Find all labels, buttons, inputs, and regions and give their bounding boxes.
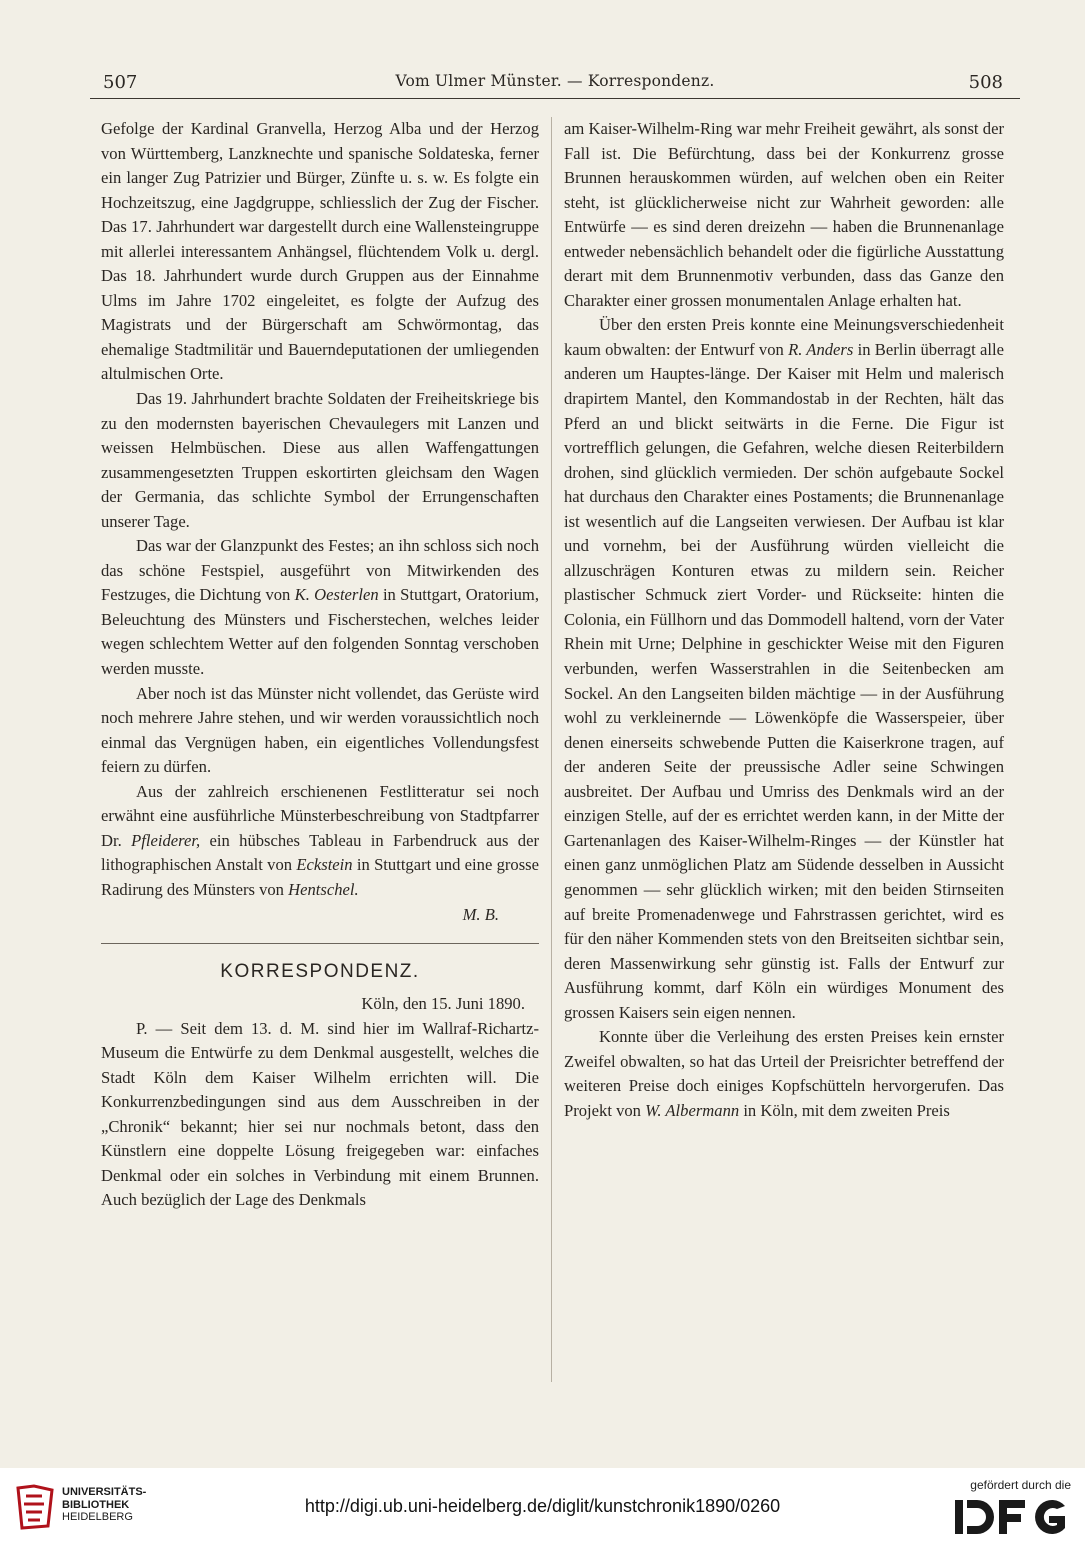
- paragraph: Konnte über die Verleihung des ersten Preises kein ernster Zweifel obwalten, so hat das Urteil der Preisrichter betreffend der weiteren Preise doch einiges Kopfschütteln hervorgerufen. Das Projekt von W. Albermann in Köln, mit dem zweiten Preis: [564, 1027, 1004, 1120]
- paragraph: Aus der zahlreich erschienenen Festlitteratur sei noch erwähnt eine ausführliche Münsterbeschreibung von Stadtpfarrer Dr. Pfleiderer, ein hübsches Tableau in Farbendruck aus der lithographischen Anstalt von Eckstein in Stuttgart und eine grosse Radirung des Münsters von Hentschel.: [101, 781, 540, 899]
- section-title: KORRESPONDENZ.: [220, 961, 420, 983]
- paragraph: am Kaiser-Wilhelm-Ring war mehr Freiheit gewährt, als sonst der Fall ist. Die Befürchtung, dass bei der Konkurrenz grosse Brunnen herauskommen würden, auf welchen oben ein Reiter steht, ist glücklicherweise nicht zur Wahrheit geworden: alle Entwürfe — es sind deren dreizehn — haben die Brunnenanlage entweder nebensächlich behandelt oder die figürliche Ausstattung derart mit dem Brunnenmotiv verbunden, dass das Ganze den Charakter einer grossen monumentalen Anlage erhalten hat.: [564, 119, 1004, 310]
- funding-caption: gefördert durch die: [970, 1478, 1071, 1492]
- person-name: Hentschel.: [288, 879, 359, 899]
- right-column: [564, 117, 1004, 1123]
- page-number-right: 508: [968, 72, 1003, 93]
- page-number-left: 507: [103, 72, 138, 93]
- running-title: Vom Ulmer Münster. — Korrespondenz.: [395, 72, 715, 90]
- dfg-logo-icon: [953, 1496, 1073, 1538]
- column-divider: [551, 117, 552, 1382]
- permalink-url[interactable]: http://digi.ub.uni-heidelberg.de/diglit/kunstchronik1890/0260: [304, 1496, 781, 1516]
- person-name: K. Oesterlen: [294, 585, 379, 605]
- paragraph: Aber noch ist das Münster nicht vollendet, das Gerüste wird noch mehrere Jahre stehen, und wir werden voraussichtlich noch einmal das Vergnügen haben, ein eigentliches Vollendungsfest feiern zu dürfen.: [101, 683, 539, 777]
- person-name: R. Anders: [788, 339, 854, 359]
- dateline: Köln, den 15. Juni 1890.: [361, 994, 525, 1014]
- paragraph: Das war der Glanzpunkt des Festes; an ihn schloss sich noch das schöne Festspiel, ausgeführt von Mitwirkenden des Festzuges, die Dichtung von K. Oesterlen in Stuttgart, Oratorium, Beleuchtung des Münsters und Fischerstechen, welches leider wegen schlechtem Wetter auf den folgenden Sonntag verschoben werden musste.: [101, 536, 539, 679]
- author-signature: M. B.: [462, 904, 499, 924]
- section-divider: [101, 943, 539, 944]
- paragraph: Das 19. Jahrhundert brachte Soldaten der Freiheitskriege bis zu den modernsten bayerischen Chevaulegers mit Lanzen und weissen Helmbüschen. Diese aus allen Waffengattungen zusammengesetzten Truppen eskortirten gleichsam den Wagen der Germania, das schlichte Symbol der Errungenschaften unserer Tage.: [101, 389, 539, 531]
- person-name: Eckstein: [296, 855, 353, 875]
- person-name: Pfleiderer,: [131, 830, 201, 850]
- paragraph: Über den ersten Preis konnte eine Meinungsverschiedenheit kaum obwalten: der Entwurf von R. Anders in Berlin überragt alle anderen um Hauptes-länge. Der Kaiser mit Helm und malerisch drapirtem Mantel, den Kommandostab in der Rechten, hält das Pferd an und blickt seitwärts in die Ferne. Die Figur ist vortrefflich gelungen, die Gefahren, welche diesen Reiterbildern drohen, sind glücklich vermieden. Der schön aufgebaute Sockel hat durchaus den Charakter eines Postaments; die Brunnenanlage ist wesentlich auf die Langseiten verwiesen. Der Aufbau ist klar und vornehm, bei der Ausführung würden vielleicht die allzuschrägen Konturen etwas zu mildern sein. Reicher plastischer Schmuck ziert Vorder- und Rückseite: hinten die Colonia, ein Füllhorn und das Dommodell haltend, vorn der Vater Rhein mit Urne; Delphine in geschickter Weise mit den Figuren verbunden, werfen Wasserstrahlen in die Seitenbecken am Sockel. An den Langseiten bilden mächtige — in der Ausführung wohl zu verkleinernde — Löwenköpfe die Wasserspeier, über denen einerseits schwebende Putten die Kaiserkrone tragen, auf der anderen Seite der preussische Adler seine Schwingen ausbreitet. Der Aufbau und Umriss des Denkmals wird an der einzigen Stelle, auf der es errichtet werden kann, in der Mitte der Gartenanlagen des Kaiser-Wilhelm-Ringes — der Künstler hat einen ganz unmöglichen Platz am Südende desselben in Aussicht genommen — sehr glücklich wirken; mit den beiden Stirnseiten auf breite Promenadenwege und Fahrstrassen gerichtet, wird es für den näher Kommenden stets von den Breitseiten sichtbar sein, deren Massenwirkung sehr günstig ist. Falls der Entwurf zur Ausführung kommt, darf Köln ein würdiges Monument des grossen Kaisers sein eigen nennen.: [564, 315, 1004, 1022]
- left-column: [101, 117, 539, 1213]
- library-name: UNIVERSITÄTS- BIBLIOTHEK HEIDELBERG: [62, 1486, 147, 1523]
- paragraph: Gefolge der Kardinal Granvella, Herzog Alba und der Herzog von Württemberg, Lanzknechte und spanische Soldateska, ferner ein langer Zug Patrizier und Bürger, Zünfte u. s. w. Es folgte ein Hochzeitszug, eine Jagdgruppe, schliesslich der Zug der Fischer. Das 17. Jahrhundert war dargestellt durch eine Wallensteingruppe mit allerlei interessantem Anhängsel, flüchtendem Volk u. dergl. Das 18. Jahrhundert wurde durch Gruppen aus der Einnahme Ulms im Jahre 1702 eingeleitet, es folgte der Aufzug des Magistrats und der Bürgerschaft am Schwörmontag, das ehemalige Stadtmilitär und Bauerndeputationen der umliegenden altulmischen Orte.: [101, 119, 539, 384]
- person-name: W. Albermann: [645, 1100, 740, 1120]
- running-header: [90, 68, 1020, 99]
- signature-row: [101, 903, 539, 928]
- footer-bar: [0, 1468, 1085, 1547]
- paragraph: P. — Seit dem 13. d. M. sind hier im Wallraf-Richartz-Museum die Entwürfe zu dem Denkmal ausgestellt, welches die Stadt Köln dem Kaiser Wilhelm errichten will. Die Konkurrenzbedingungen sind aus dem Ausschreiben in der „Chronik“ bekannt; hier sei nur nochmals betont, dass den Künstlern eine doppelte Lösung freigegeben war: einfaches Denkmal oder ein solches in Verbindung mit einem Brunnen. Auch bezüglich der Lage des Denkmals: [101, 1018, 539, 1210]
